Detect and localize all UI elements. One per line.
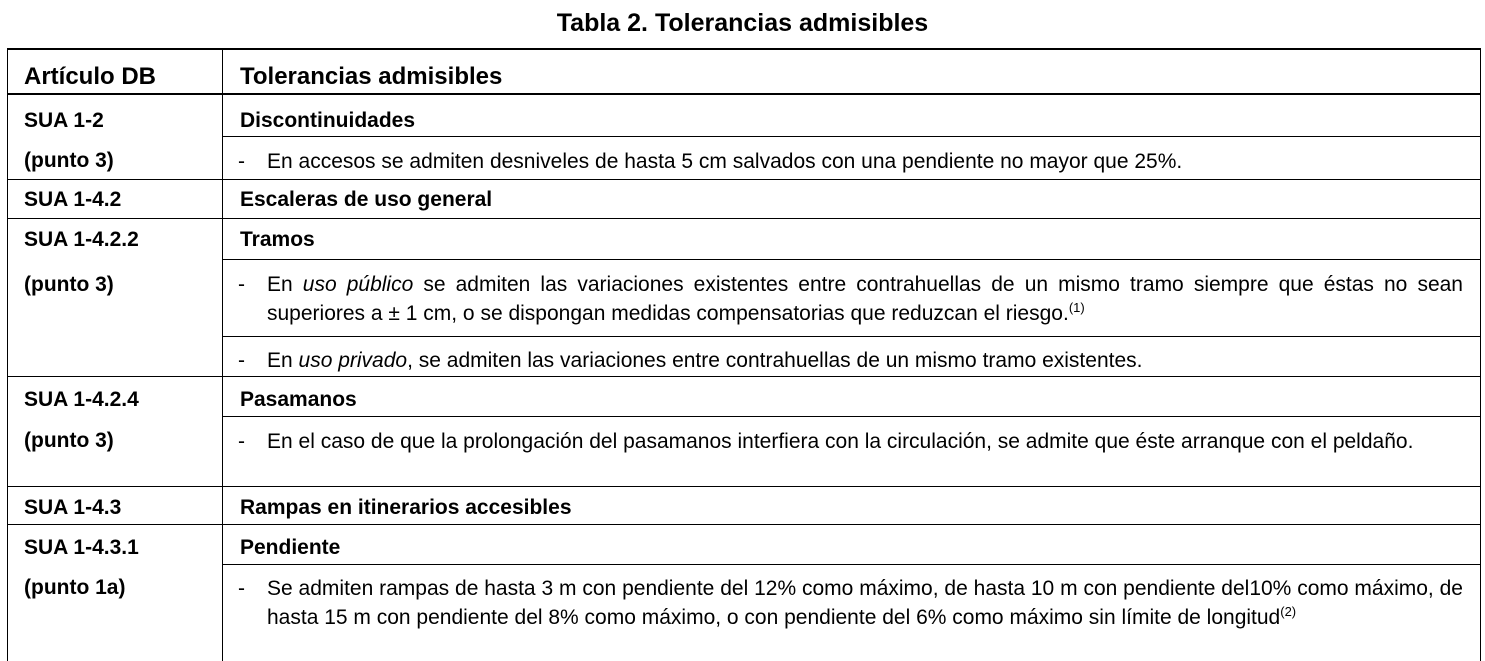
- section-title: Tramos: [240, 228, 315, 251]
- section-title: Pasamanos: [240, 388, 357, 411]
- article-code: SUA 1-2: [24, 109, 104, 132]
- column-divider: [222, 50, 223, 661]
- row-divider: [222, 336, 1480, 337]
- row-divider: [222, 259, 1480, 260]
- footnote-ref: (2): [1280, 604, 1297, 619]
- bullet-dash: -: [238, 577, 245, 600]
- row-divider: [8, 376, 1480, 377]
- tolerance-item: [267, 270, 1463, 328]
- section-title: Escaleras de uso general: [240, 188, 493, 211]
- article-code: SUA 1-4.2: [24, 188, 122, 211]
- row-divider: [8, 179, 1480, 180]
- item-emphasis: uso privado: [298, 349, 408, 372]
- article-point: (punto 3): [24, 273, 114, 296]
- header-article: Artículo DB: [24, 63, 156, 90]
- bullet-dash: -: [238, 273, 245, 296]
- bullet-dash: -: [238, 150, 245, 173]
- item-text: En: [267, 273, 303, 296]
- article-code: SUA 1-4.2.2: [24, 228, 139, 251]
- row-divider: [222, 136, 1480, 137]
- row-divider: [222, 416, 1480, 417]
- section-title: Pendiente: [240, 536, 341, 559]
- item-text: Se admiten rampas de hasta 3 m con pendiente del 12% como máximo, de hasta 10 m con pendiente del10% como máximo, de hasta 15 m con pendiente del 8% como máximo, o con pendiente del 6% como máximo sin límite de longitud: [267, 577, 1463, 629]
- tolerances-table: [7, 48, 1481, 661]
- section-title: Discontinuidades: [240, 109, 416, 132]
- row-divider: [8, 486, 1480, 487]
- footnote-ref: (1): [1068, 300, 1085, 315]
- article-code: SUA 1-4.3.1: [24, 536, 139, 559]
- item-text: En: [267, 349, 299, 372]
- header-divider: [8, 93, 1480, 95]
- bullet-dash: -: [238, 430, 245, 453]
- row-divider: [8, 218, 1480, 219]
- bullet-dash: -: [238, 349, 245, 372]
- article-code: SUA 1-4.2.4: [24, 388, 139, 411]
- article-point: (punto 3): [24, 149, 114, 172]
- tolerance-item: [267, 346, 1463, 375]
- article-point: (punto 3): [24, 429, 114, 452]
- item-text: se admiten las variaciones existentes entre contrahuellas de un mismo tramo siempre que éstas no sean superiores a ± 1 cm, o se dispongan medidas compensatorias que reduzcan el riesgo.: [267, 273, 1463, 325]
- row-divider: [222, 564, 1480, 565]
- table-title: Tabla 2. Tolerancias admisibles: [556, 9, 929, 37]
- item-emphasis: uso público: [302, 273, 414, 296]
- tolerance-item: [267, 574, 1463, 632]
- row-divider: [8, 524, 1480, 525]
- item-text: , se admiten las variaciones entre contrahuellas de un mismo tramo existentes.: [407, 349, 1143, 372]
- tolerance-item: En el caso de que la prolongación del pasamanos interfiera con la circulación, se admite que éste arranque con el peldaño.: [267, 430, 1414, 453]
- article-code: SUA 1-4.3: [24, 496, 122, 519]
- section-title: Rampas en itinerarios accesibles: [240, 496, 572, 519]
- article-point: (punto 1a): [24, 576, 126, 599]
- tolerance-item: En accesos se admiten desniveles de hasta 5 cm salvados con una pendiente no mayor que 25%.: [267, 150, 1183, 173]
- header-tolerances: Tolerancias admisibles: [240, 63, 503, 90]
